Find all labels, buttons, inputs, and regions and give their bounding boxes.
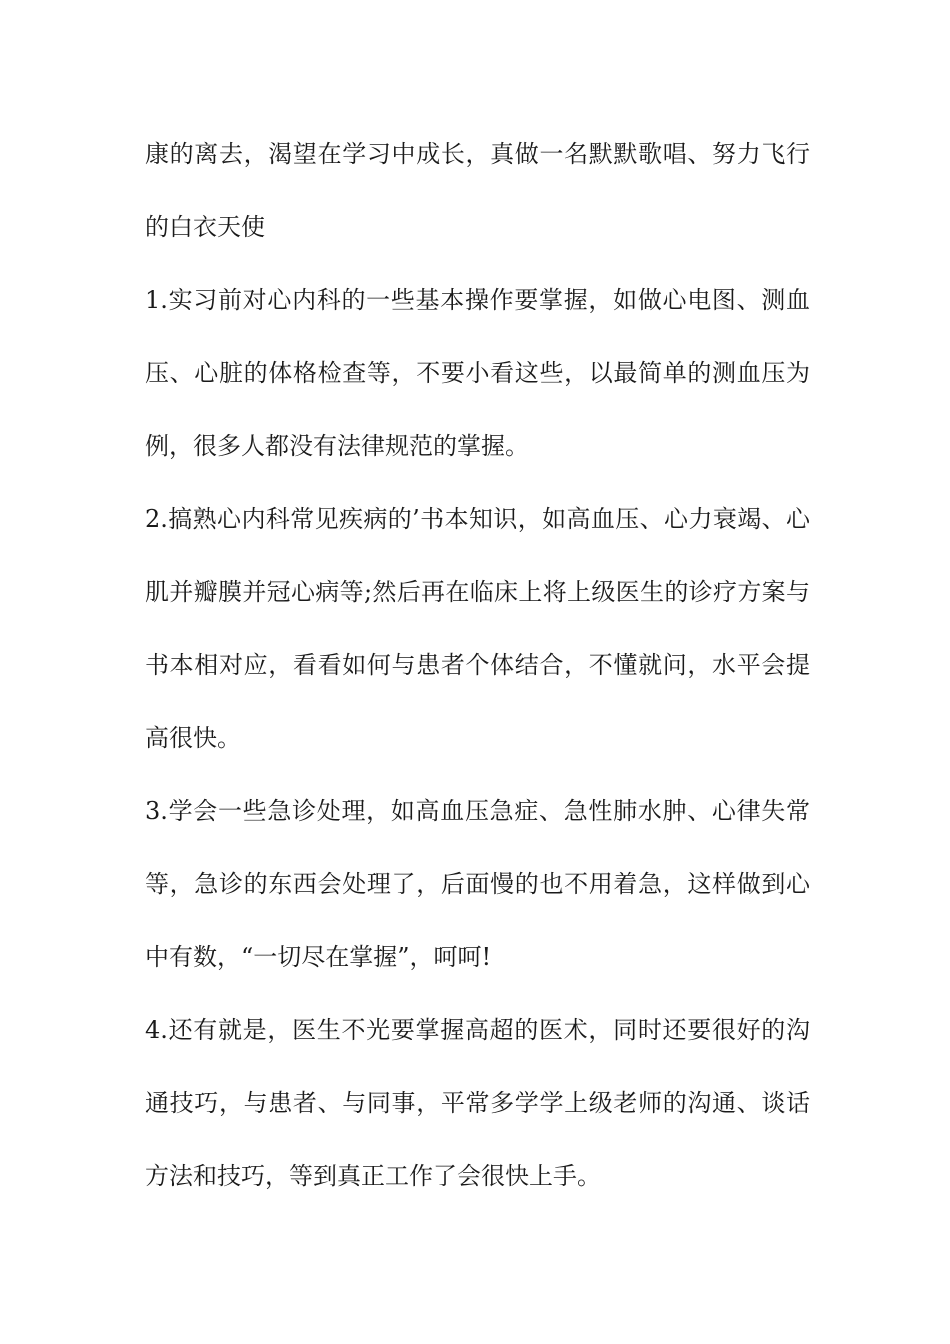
text-line: 中有数，“一切尽在掌握”，呵呵!	[145, 943, 492, 971]
text-line: 康的离去，渴望在学习中成长，真做一名默默歌唱、努力飞行	[145, 140, 810, 168]
text-line: 高很快。	[145, 724, 241, 752]
text-line: 压、心脏的体格检查等，不要小看这些，以最简单的测血压为	[145, 359, 810, 387]
text-line: 例，很多人都没有法律规范的掌握。	[145, 432, 529, 460]
text-line: 3.学会一些急诊处理，如高血压急症、急性肺水肿、心律失常	[145, 797, 810, 825]
text-line: 肌并瓣膜并冠心病等;然后再在临床上将上级医生的诊疗方案与	[145, 578, 810, 606]
text-line: 2.搞熟心内科常见疾病的’书本知识，如高血压、心力衰竭、心	[145, 505, 810, 533]
text-line: 方法和技巧，等到真正工作了会很快上手。	[145, 1162, 601, 1190]
text-line: 书本相对应，看看如何与患者个体结合，不懂就问，水平会提	[145, 651, 810, 679]
text-line: 的白衣天使	[145, 213, 265, 241]
text-line: 4.还有就是，医生不光要掌握高超的医术，同时还要很好的沟	[145, 1016, 810, 1044]
body-text	[145, 128, 810, 1223]
text-line: 1.实习前对心内科的一些基本操作要掌握，如做心电图、测血	[145, 286, 810, 314]
text-line: 通技巧，与患者、与同事，平常多学学上级老师的沟通、谈话	[145, 1089, 810, 1117]
text-line: 等，急诊的东西会处理了，后面慢的也不用着急，这样做到心	[145, 870, 810, 898]
